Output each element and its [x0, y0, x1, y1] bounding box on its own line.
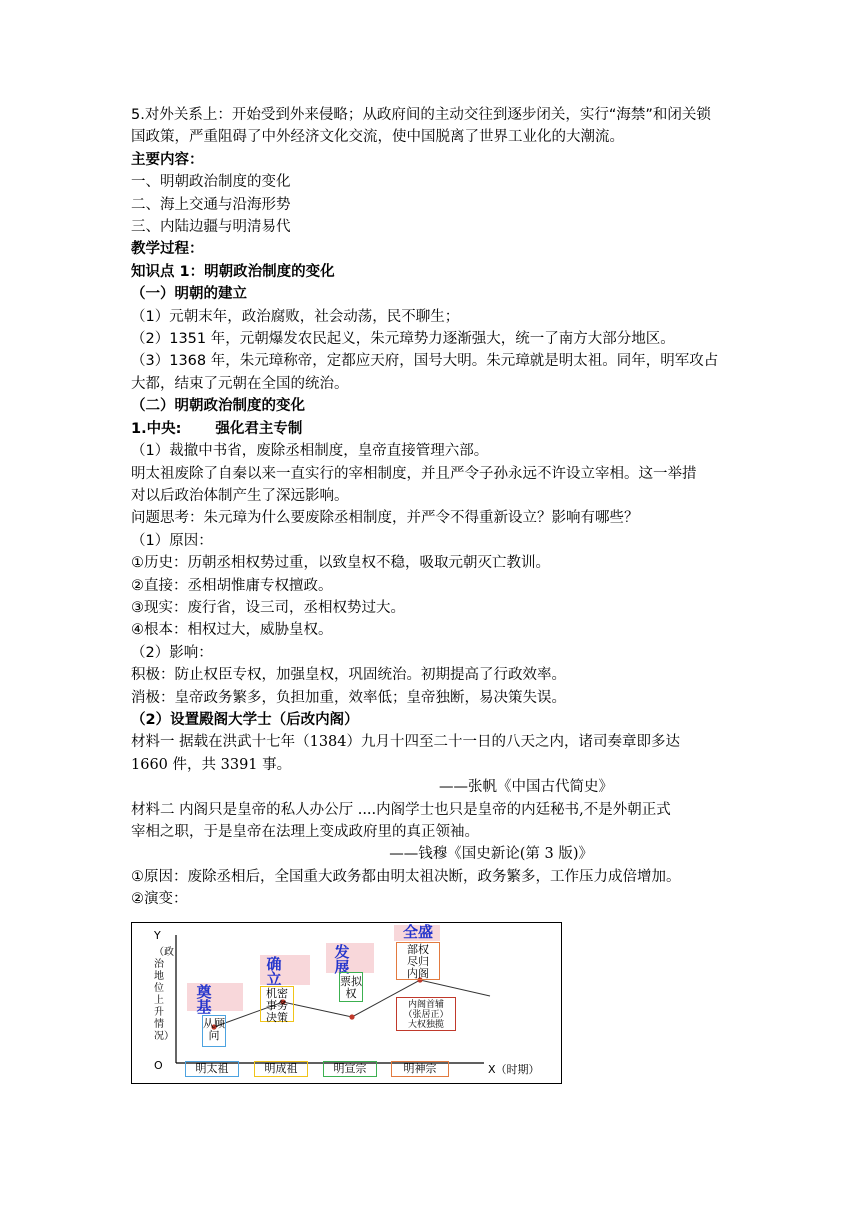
knowledge-point-1-heading: 知识点 1：明朝政治制度的变化 — [131, 263, 335, 280]
section-ming-founding: （一）明朝的建立 — [131, 286, 247, 303]
stage-establishment: 确立 — [266, 955, 282, 988]
cabinet-evolution-diagram — [131, 922, 562, 1084]
teaching-process-heading: 教学过程： — [131, 241, 204, 258]
founding-point-3a: （3）1368 年，朱元璋称帝，定都应天府，国号大明。朱元璋就是明太祖。同年，明军攻占 — [131, 353, 719, 370]
material-1-source: ——张帆《中国古代简史》 — [439, 779, 613, 796]
reason-practical: ③现实：废行省，设三司，丞相权势过大。 — [131, 599, 405, 616]
central-heading-label: 1.中央: — [131, 420, 182, 437]
cabinet-evolution-label: ②演变： — [131, 891, 188, 908]
period-taizu: 明太祖 — [185, 1061, 239, 1077]
y-axis-letter: Y — [154, 929, 161, 942]
section-political-change: （二）明朝政治制度的变化 — [131, 398, 305, 415]
period-shenzong: 明神宗 — [391, 1061, 449, 1077]
impact-heading: （2）影响： — [131, 644, 213, 661]
main-content-item-3: 三、内陆边疆与明清易代 — [131, 219, 291, 236]
cabinet-reason: ①原因：废除丞相后，全国重大政务都由明太祖决断，政务繁多，工作压力成倍增加。 — [131, 868, 681, 885]
reason-historical: ①历史：历朝丞相权势过重，以致皇权不稳，吸取元朝灭亡教训。 — [131, 555, 550, 572]
main-content-item-1: 一、明朝政治制度的变化 — [131, 174, 291, 191]
founding-point-1: （1）元朝末年，政治腐败，社会动荡，民不聊生； — [131, 308, 460, 325]
material-1-line-1: 材料一 据载在洪武十七年（1384）九月十四至二十一日的八天之内，诸司奏章即多达 — [131, 734, 681, 751]
central-point-1: （1）裁撤中书省，废除丞相制度，皇帝直接管理六部。 — [131, 443, 489, 460]
period-xuanzong: 明宣宗 — [323, 1061, 377, 1077]
material-1-line-2: 1660 件，共 3391 事。 — [131, 756, 292, 773]
main-content-heading: 主要内容： — [131, 151, 204, 168]
box-cabinet-full-power: 部权尽归内阁 — [396, 942, 440, 980]
x-axis-label: X（时期） — [488, 1063, 540, 1076]
origin-label: O — [154, 1059, 163, 1072]
stage-development: 发展 — [334, 943, 350, 976]
material-2-line-2: 宰相之职，于是皇帝在法理上变成政府里的真正领袖。 — [131, 824, 479, 840]
founding-point-2: （2）1351 年，元朝爆发农民起义，朱元璋势力逐渐强大，统一了南方大部分地区。 — [131, 331, 675, 348]
main-content-item-2: 二、海上交通与沿海形势 — [131, 196, 291, 213]
central-point-2a: 明太祖废除了自秦以来一直实行的宰相制度，并且严令子孙永远不许设立宰相。这一举措 — [131, 465, 697, 482]
box-confidential-affairs: 机密事务决策 — [260, 986, 294, 1022]
reason-direct: ②直接：丞相胡惟庸专权擅政。 — [131, 577, 333, 594]
box-advisor: 从顾问 — [202, 1015, 226, 1047]
box-draft-rescripts: 票拟权 — [339, 972, 363, 1002]
central-heading-theme: 强化君主专制 — [215, 420, 303, 437]
section-grand-secretariat: （2）设置殿阁大学士（后改内阁） — [131, 711, 359, 728]
central-point-2b: 对以后政治体制产生了深远影响。 — [131, 487, 349, 504]
central-heading — [131, 418, 731, 440]
document-body — [131, 104, 731, 911]
impact-positive: 积极：防止权臣专权，加强皇权，巩固统治。初期提高了行政效率。 — [131, 667, 566, 684]
question-prompt: 问题思考：朱元璋为什么要废除丞相制度，并严令不得重新设立？影响有哪些？ — [131, 510, 639, 527]
material-2-line-1: 材料二 内阁只是皇帝的私人办公厅 ....内阁学士也只是皇帝的内廷秘书,不是外朝正式 — [131, 801, 671, 818]
founding-point-3b: 大都，结束了元朝在全国的统治。 — [131, 375, 349, 392]
para-foreign-relations-1: 5.对外关系上：开始受到外来侵略；从政府间的主动交往到逐步闭关，实行“海禁”和闭关锁 — [131, 107, 711, 123]
reason-fundamental: ④根本：相权过大，威胁皇权。 — [131, 622, 333, 639]
point-xuanzong — [349, 1014, 354, 1019]
reasons-heading: （1）原因： — [131, 532, 213, 549]
impact-negative: 消极：皇帝政务繁多，负担加重，效率低；皇帝独断，易决策失误。 — [131, 689, 566, 706]
material-2-source: ——钱穆《国史新论(第 3 版)》 — [389, 846, 593, 863]
para-foreign-relations-2: 国政策，严重阻碍了中外经济文化交流，使中国脱离了世界工业化的大潮流。 — [131, 129, 624, 146]
period-chengzu: 明成祖 — [254, 1061, 308, 1077]
stage-peak: 全盛 — [402, 923, 433, 941]
y-axis-label: （政治地位上升情况） — [154, 947, 174, 1042]
stage-foundation: 奠基 — [196, 983, 212, 1016]
box-chief-grand-secretary: 内阁首辅（张居正）大权独揽 — [396, 997, 456, 1031]
